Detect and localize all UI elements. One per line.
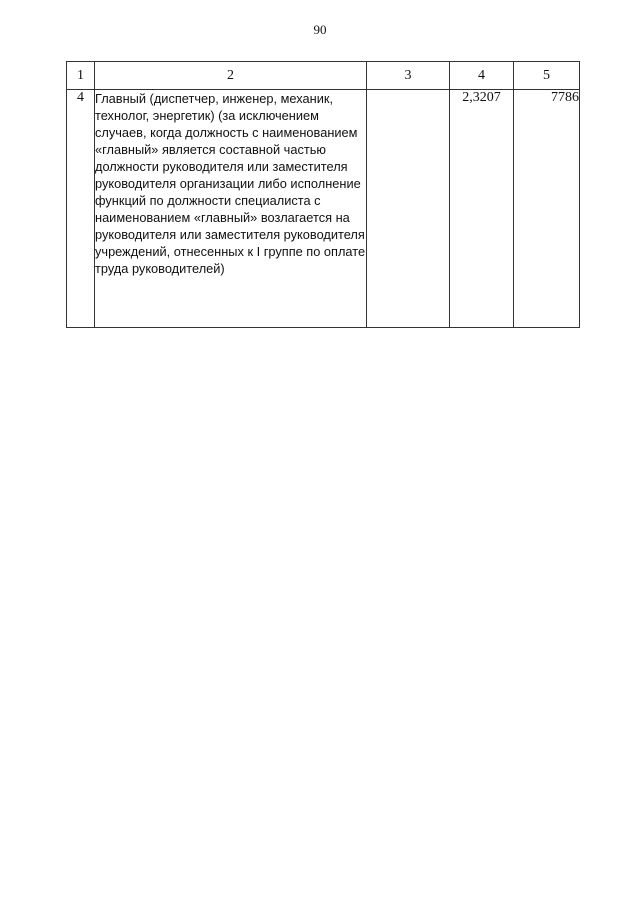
column-header-3: 3 — [367, 62, 450, 90]
table-header-row — [67, 62, 580, 90]
column-header-1: 1 — [67, 62, 95, 90]
page-number: 90 — [313, 22, 327, 37]
column-header-2: 2 — [95, 62, 367, 90]
row-number-cell: 4 — [67, 90, 95, 328]
amount-cell: 7786 — [514, 90, 580, 328]
table-row — [67, 90, 580, 328]
coefficient-cell: 2,3207 — [450, 90, 514, 328]
column-3-cell — [367, 90, 450, 328]
position-description-cell: Главный (диспетчер, инженер, механик, технолог, энергетик) (за исключением случаев, когда должность с наименованием «главный» является составной частью должности руководителя или заместителя руководителя организации либо исполнение функций по должности специалиста с наименованием «главный» возлагается на руководителя или заместителя руководителя учреждений, отнесенных к I группе по оплате труда руководителей) — [95, 90, 367, 328]
column-header-5: 5 — [514, 62, 580, 90]
column-header-4: 4 — [450, 62, 514, 90]
data-table — [66, 61, 580, 328]
